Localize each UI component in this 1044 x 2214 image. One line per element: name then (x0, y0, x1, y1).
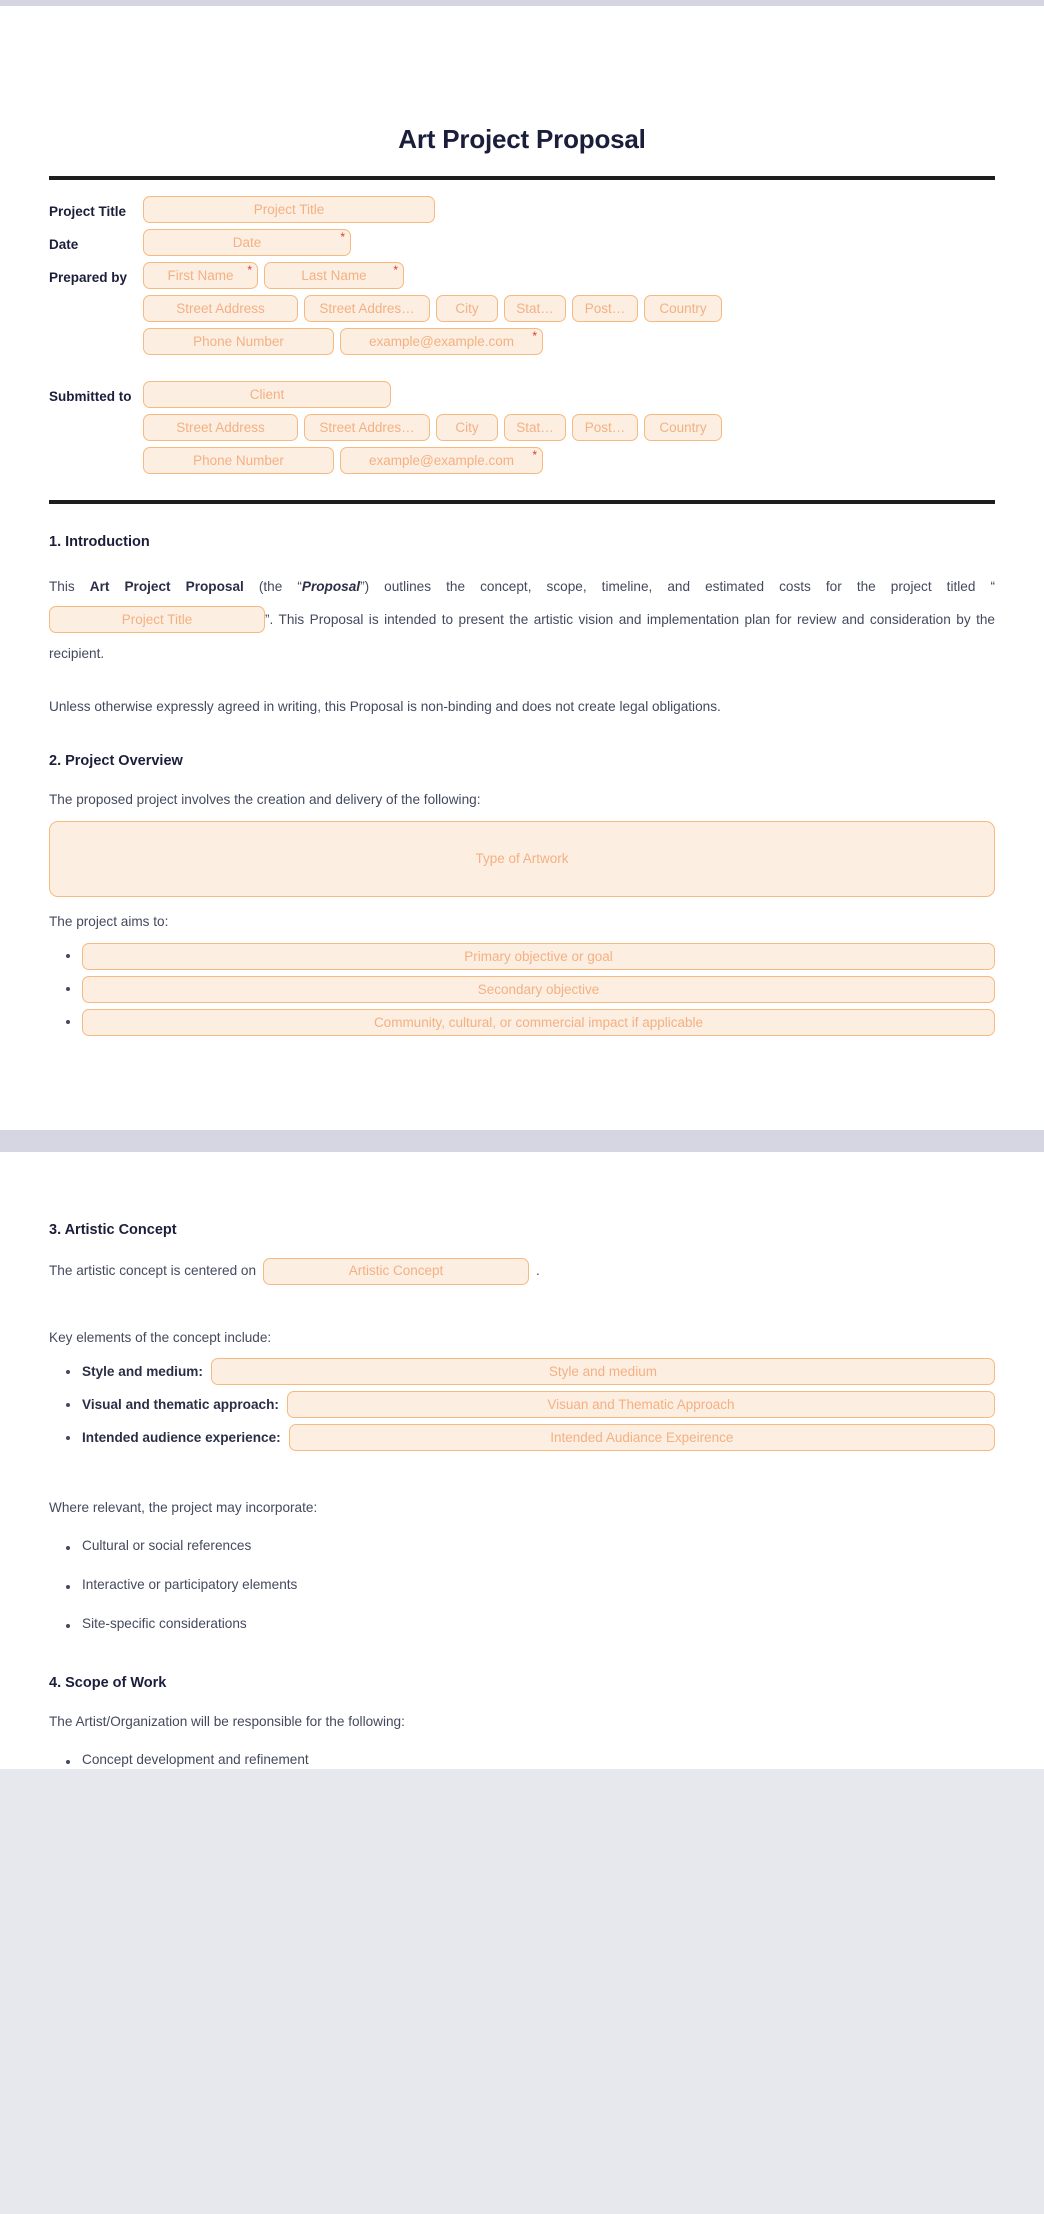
intro-text-b: (the “ (243, 579, 302, 594)
form-section-spacer (49, 361, 995, 381)
submitted-to-label: Submitted to (49, 389, 132, 404)
list-item: Site-specific considerations (82, 1615, 995, 1633)
introduction-paragraph-2: Unless otherwise expressly agreed in writing, this Proposal is non-binding and does not create legal obligations. (49, 698, 721, 714)
client-postal-input[interactable] (572, 414, 638, 441)
scope-of-work-list (49, 1751, 995, 1769)
list-item: Cultural or social references (82, 1537, 995, 1555)
prepared-address-spacer (49, 295, 143, 303)
prepared-contact-spacer (49, 328, 143, 336)
style-and-medium-label: Style and medium: (82, 1364, 203, 1380)
intro-text-d: ”. This Proposal is intended to present the artistic vision and implementation plan for review and consideration by the recipient. (49, 612, 995, 661)
street-address-2-placeholder: Street Addres… (319, 301, 415, 316)
artistic-concept-heading: 3. Artistic Concept (49, 1221, 177, 1238)
state-placeholder: Stat… (516, 301, 554, 316)
prepared-last-name-input[interactable] (264, 262, 404, 289)
prepared-by-name-fields (143, 262, 404, 289)
project-overview-heading: 2. Project Overview (49, 753, 183, 770)
visual-thematic-approach-input[interactable] (287, 1391, 995, 1418)
submitted-to-fields (143, 381, 391, 408)
intro-paragraph-spacer (49, 670, 995, 690)
form-row-client-contact (49, 447, 995, 474)
prepared-phone-input[interactable] (143, 328, 334, 355)
state-placeholder: Stat… (516, 420, 554, 435)
incorporate-spacer (49, 1457, 995, 1497)
city-placeholder: City (455, 301, 479, 316)
intro-project-title-input[interactable] (49, 606, 265, 633)
style-and-medium-input[interactable] (211, 1358, 995, 1385)
form-row-date (49, 229, 995, 256)
client-input[interactable] (143, 381, 391, 408)
overview-spacer (49, 897, 995, 911)
client-address-fields (143, 414, 722, 441)
intro-text-bolditalic: Proposal (301, 579, 361, 594)
type-of-artwork-input[interactable] (49, 821, 995, 897)
artistic-concept-placeholder: Artistic Concept (348, 1263, 444, 1279)
client-contact-spacer (49, 447, 143, 455)
required-asterisk: * (532, 448, 537, 462)
country-placeholder: Country (659, 420, 707, 435)
page-1 (0, 6, 1044, 1130)
form-row-prepared-contact (49, 328, 995, 355)
visual-thematic-approach-label: Visual and thematic approach: (82, 1397, 279, 1413)
client-state-input[interactable] (504, 414, 566, 441)
form-row-project-title (49, 196, 995, 223)
required-asterisk: * (393, 263, 398, 277)
phone-placeholder: Phone Number (193, 334, 284, 349)
type-of-artwork-placeholder: Type of Artwork (475, 851, 569, 867)
form-row-prepared-address (49, 295, 995, 322)
email-placeholder: example@example.com (368, 453, 514, 468)
client-email-input[interactable] (340, 447, 543, 474)
section-scope-of-work (49, 1653, 995, 1768)
project-title-placeholder: Project Title (253, 202, 325, 217)
project-overview-intro: The proposed project involves the creation and delivery of the following: (49, 792, 481, 808)
incorporate-list (49, 1537, 995, 1632)
date-placeholder: Date (232, 235, 262, 250)
first-name-placeholder: First Name (167, 268, 234, 283)
list-item (82, 1009, 995, 1036)
prepared-postal-input[interactable] (572, 295, 638, 322)
street-address-placeholder: Street Address (176, 420, 265, 435)
primary-objective-input[interactable] (82, 943, 995, 970)
city-placeholder: City (455, 420, 479, 435)
form-row-prepared-by (49, 262, 995, 289)
client-address-spacer (49, 414, 143, 422)
intended-audience-experience-input[interactable] (289, 1424, 995, 1451)
visual-thematic-approach-placeholder: Visuan and Thematic Approach (547, 1397, 735, 1413)
form-row-client-address (49, 414, 995, 441)
postal-placeholder: Post… (584, 420, 626, 435)
prepared-street-address-2-input[interactable] (304, 295, 430, 322)
list-item: Concept development and refinement (82, 1751, 995, 1769)
section-artistic-concept (49, 1222, 995, 1633)
artistic-concept-input[interactable] (263, 1258, 529, 1285)
prepared-first-name-input[interactable] (143, 262, 258, 289)
incorporate-intro: Where relevant, the project may incorporate: (49, 1500, 318, 1516)
required-asterisk: * (340, 230, 345, 244)
project-aims-list (49, 943, 995, 1036)
client-street-address-input[interactable] (143, 414, 298, 441)
intro-text-bold: Art Project Proposal (89, 579, 244, 594)
project-aims-intro: The project aims to: (49, 913, 169, 929)
client-phone-input[interactable] (143, 447, 334, 474)
key-elements-list (49, 1358, 995, 1451)
key-elements-intro: Key elements of the concept include: (49, 1329, 272, 1345)
prepared-contact-fields (143, 328, 543, 355)
client-country-input[interactable] (644, 414, 722, 441)
street-address-2-placeholder: Street Addres… (319, 420, 415, 435)
page-2 (0, 1152, 1044, 1769)
list-item (82, 976, 995, 1003)
street-address-placeholder: Street Address (176, 301, 265, 316)
prepared-state-input[interactable] (504, 295, 566, 322)
email-placeholder: example@example.com (368, 334, 514, 349)
list-item (82, 1424, 995, 1451)
prepared-email-input[interactable] (340, 328, 543, 355)
project-title-label: Project Title (49, 204, 127, 219)
client-street-address-2-input[interactable] (304, 414, 430, 441)
postal-placeholder: Post… (584, 301, 626, 316)
secondary-objective-input[interactable] (82, 976, 995, 1003)
primary-objective-placeholder: Primary objective or goal (464, 948, 613, 964)
country-placeholder: Country (659, 301, 707, 316)
phone-placeholder: Phone Number (193, 453, 284, 468)
page-title: Art Project Proposal (398, 124, 646, 154)
client-city-input[interactable] (436, 414, 498, 441)
client-placeholder: Client (249, 387, 285, 402)
prepared-street-address-input[interactable] (143, 295, 298, 322)
project-title-input[interactable] (143, 196, 435, 223)
page-2-top-margin (49, 1152, 995, 1222)
page-break (0, 1130, 1044, 1152)
required-asterisk: * (247, 263, 252, 277)
impact-input[interactable] (82, 1009, 995, 1036)
section-project-overview (49, 723, 995, 1130)
page-1-bottom-spacer (49, 1042, 995, 1130)
scope-of-work-heading: 4. Scope of Work (49, 1675, 167, 1692)
section-introduction (49, 504, 995, 723)
intended-audience-experience-label: Intended audience experience: (82, 1430, 281, 1446)
date-input[interactable] (143, 229, 351, 256)
scope-of-work-intro: The Artist/Organization will be responsible for the following: (49, 1714, 405, 1730)
project-title-fields (143, 196, 435, 223)
date-label: Date (49, 237, 79, 252)
impact-placeholder: Community, cultural, or commercial impact if applicable (373, 1014, 704, 1030)
introduction-paragraph-1 (49, 570, 995, 670)
introduction-heading: 1. Introduction (49, 534, 150, 550)
proposal-form (49, 180, 995, 474)
date-fields (143, 229, 351, 256)
artistic-concept-spacer (49, 1295, 995, 1327)
form-row-submitted-to (49, 381, 995, 408)
style-and-medium-placeholder: Style and medium (548, 1364, 657, 1380)
secondary-objective-placeholder: Secondary objective (477, 981, 600, 997)
list-item (82, 1358, 995, 1385)
client-contact-fields (143, 447, 543, 474)
artistic-concept-lead-b: . (536, 1263, 540, 1279)
prepared-address-fields (143, 295, 722, 322)
prepared-country-input[interactable] (644, 295, 722, 322)
intro-text-a: This (49, 579, 90, 594)
intro-text-c: ”) outlines the concept, scope, timeline, and estimated costs for the project titled “ (360, 579, 995, 594)
intended-audience-experience-placeholder: Intended Audiance Expeirence (550, 1430, 734, 1446)
prepared-city-input[interactable] (436, 295, 498, 322)
list-item: Interactive or participatory elements (82, 1576, 995, 1594)
list-item (82, 943, 995, 970)
prepared-by-label: Prepared by (49, 270, 128, 285)
intro-project-title-placeholder: Project Title (121, 612, 193, 628)
artistic-concept-lead-a: The artistic concept is centered on (49, 1263, 257, 1279)
list-item (82, 1391, 995, 1418)
required-asterisk: * (532, 329, 537, 343)
artistic-concept-lead (49, 1258, 995, 1285)
last-name-placeholder: Last Name (301, 268, 367, 283)
